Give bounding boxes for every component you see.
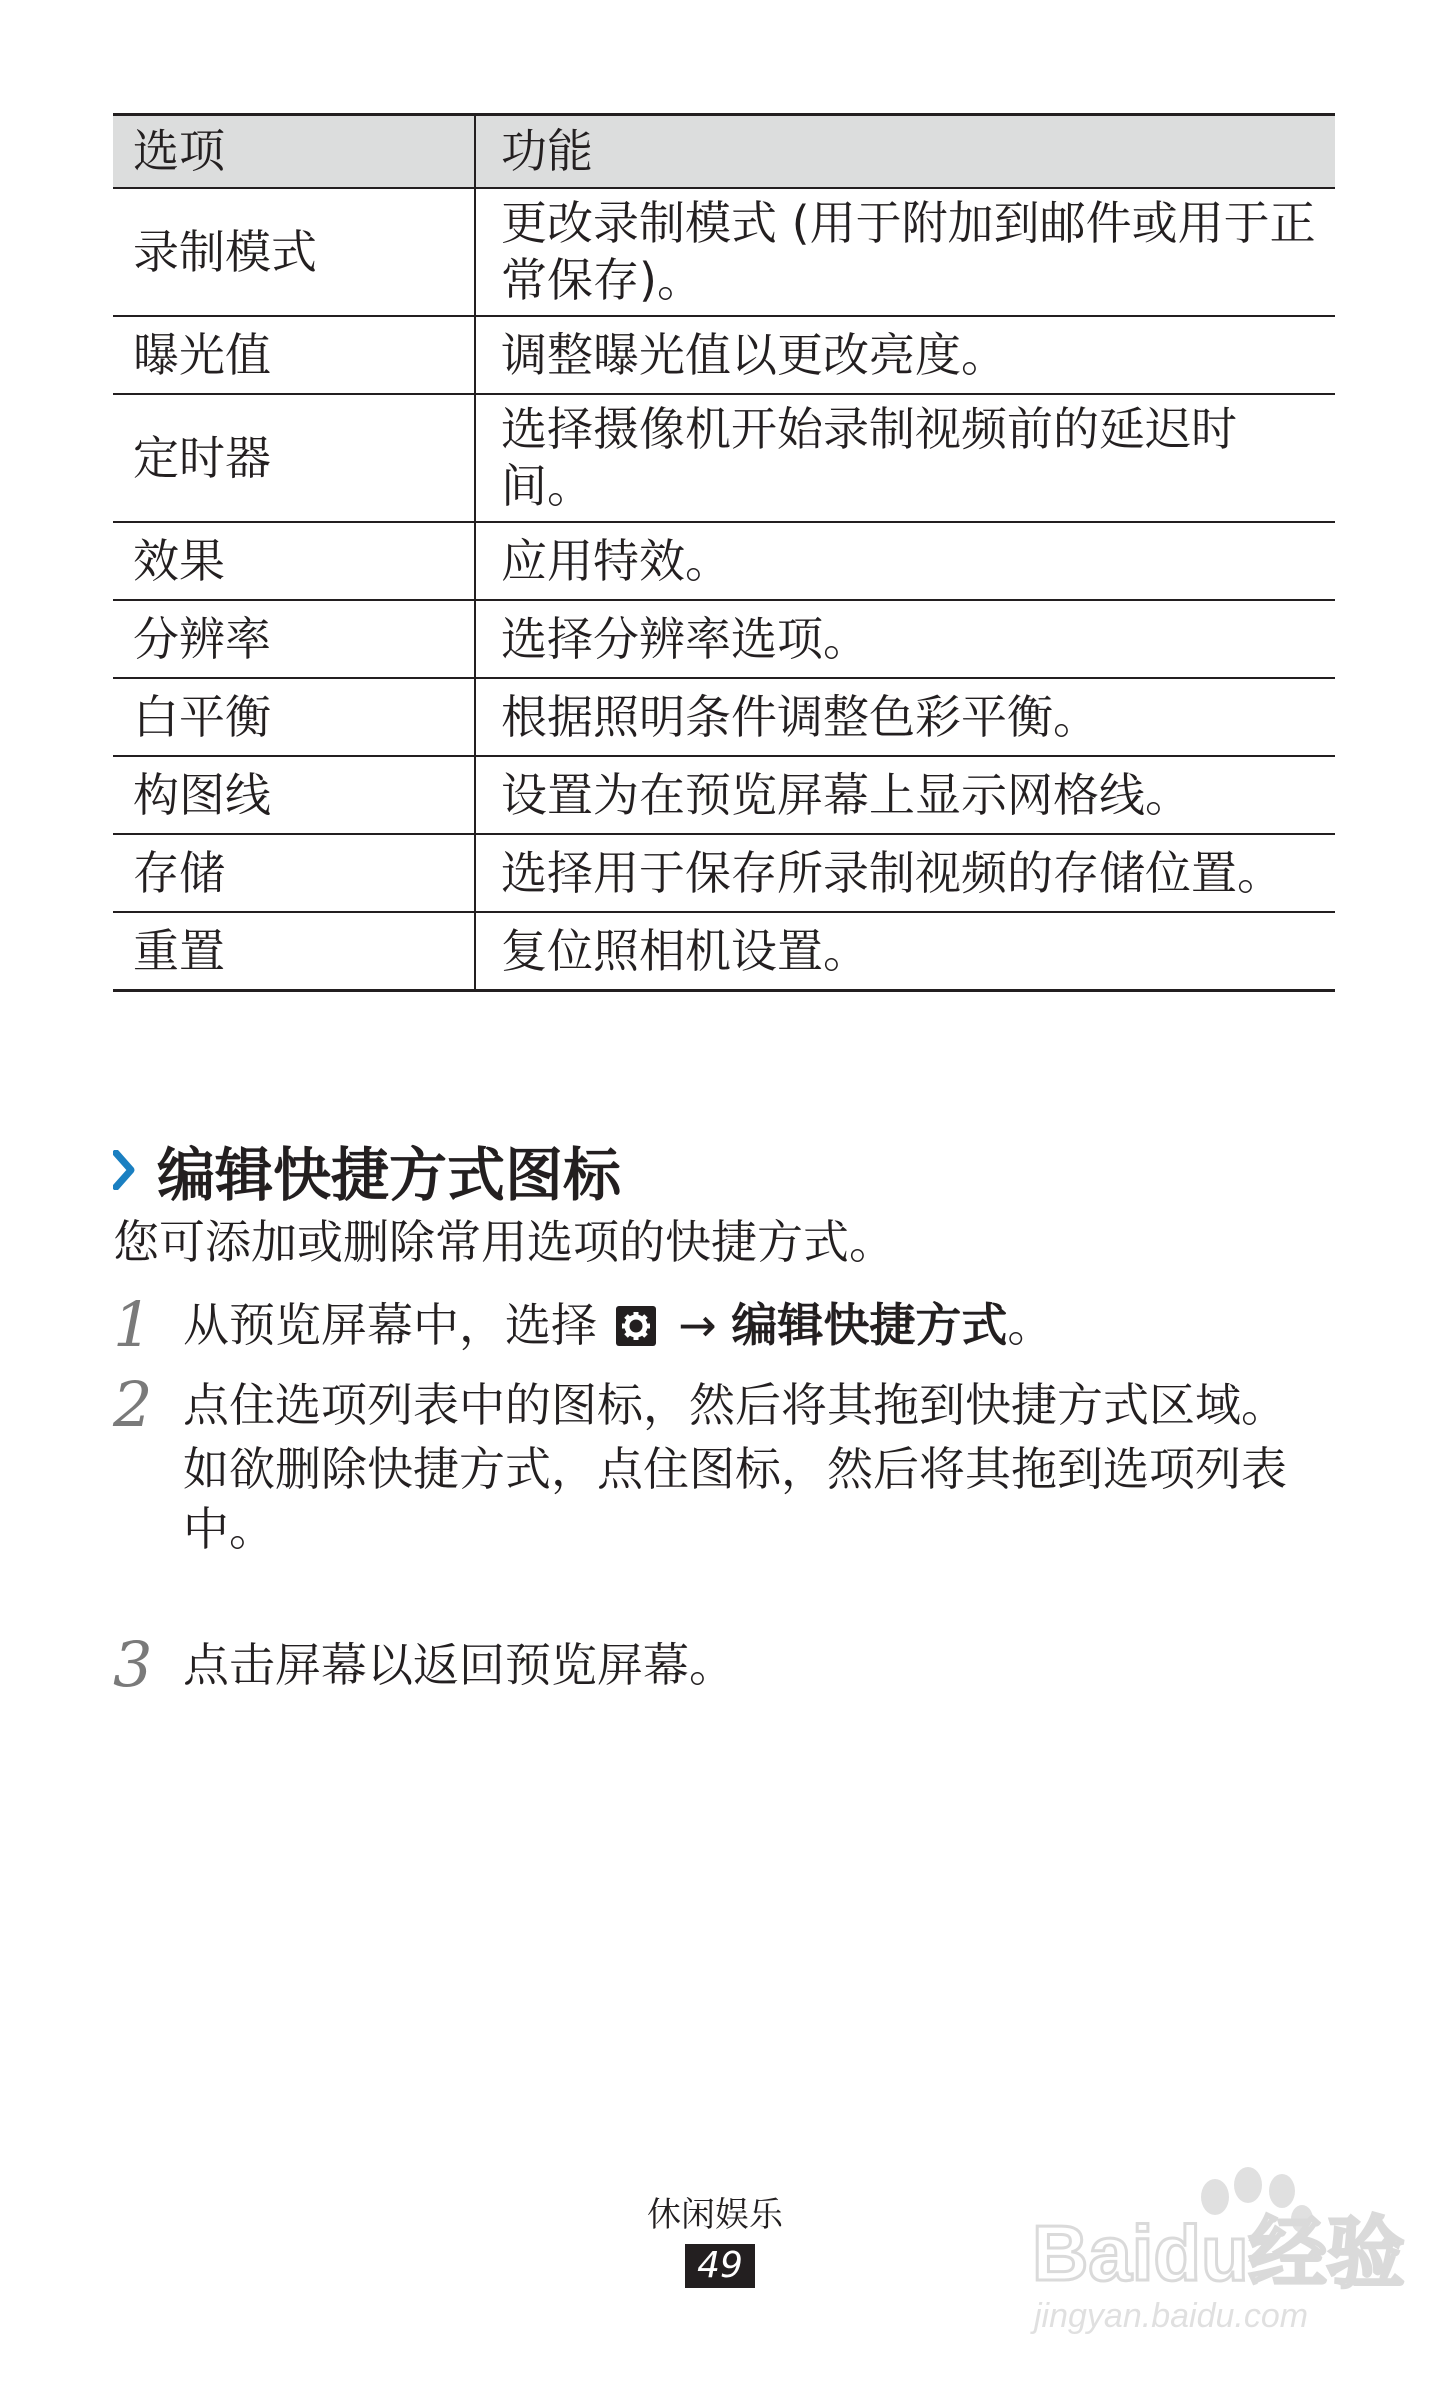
option-name: 定时器 <box>113 394 475 522</box>
menu-path: 编辑快捷方式 <box>731 1298 1008 1352</box>
gear-icon <box>616 1306 656 1346</box>
option-desc: 调整曝光值以更改亮度。 <box>475 316 1335 394</box>
option-name: 分辨率 <box>113 600 475 678</box>
option-desc: 复位照相机设置。 <box>475 912 1335 991</box>
option-name: 效果 <box>113 522 475 600</box>
step-number: 1 <box>113 1288 153 1361</box>
options-table <box>113 113 1335 992</box>
step-number: 3 <box>113 1628 153 1701</box>
section-title: 编辑快捷方式图标 <box>157 1141 622 1209</box>
step-instruction: 点住选项列表中的图标，然后将其拖到快捷方式区域。 <box>183 1378 1287 1432</box>
option-name: 重置 <box>113 912 475 991</box>
table-row <box>113 600 1335 678</box>
page-number: 49 <box>685 2244 755 2288</box>
watermark-url: jingyan.baidu.com <box>1034 2297 1309 2335</box>
chevron-right-icon <box>113 1150 135 1190</box>
arrow-glyph: → <box>663 1298 732 1352</box>
section-heading <box>113 1132 621 1208</box>
table-row <box>113 912 1335 991</box>
section-intro: 您可添加或删除常用选项的快捷方式。 <box>113 1215 895 1269</box>
baidu-jingyan-watermark <box>1020 2155 1420 2345</box>
option-desc: 选择用于保存所录制视频的存储位置。 <box>475 834 1335 912</box>
step-text-before: 从预览屏幕中，选择 <box>183 1298 612 1352</box>
step-text-after: 。 <box>1007 1298 1054 1352</box>
option-name: 白平衡 <box>113 678 475 756</box>
table-row <box>113 188 1335 316</box>
table-row <box>113 756 1335 834</box>
step-3-text <box>183 1635 1343 1695</box>
option-desc: 选择摄像机开始录制视频前的延迟时间。 <box>475 394 1335 522</box>
header-option: 选项 <box>113 115 475 189</box>
option-name: 曝光值 <box>113 316 475 394</box>
option-desc: 选择分辨率选项。 <box>475 600 1335 678</box>
table-row <box>113 522 1335 600</box>
table-row <box>113 316 1335 394</box>
option-desc: 应用特效。 <box>475 522 1335 600</box>
table-header-row <box>113 115 1335 189</box>
chapter-title: 休闲娱乐 <box>647 2195 783 2235</box>
table-row <box>113 394 1335 522</box>
step-number: 2 <box>113 1368 153 1441</box>
table-row <box>113 834 1335 912</box>
option-name: 构图线 <box>113 756 475 834</box>
header-function: 功能 <box>475 115 1335 189</box>
option-desc: 根据照明条件调整色彩平衡。 <box>475 678 1335 756</box>
option-name: 存储 <box>113 834 475 912</box>
option-desc: 更改录制模式 (用于附加到邮件或用于正常保存)。 <box>475 188 1335 316</box>
table-row <box>113 678 1335 756</box>
watermark-brand: Baidu经验 <box>1032 2209 1405 2297</box>
step-instruction: 点击屏幕以返回预览屏幕。 <box>183 1638 735 1692</box>
step-1-text <box>183 1295 1343 1355</box>
step-2-text <box>183 1375 1343 1559</box>
option-desc: 设置为在预览屏幕上显示网格线。 <box>475 756 1335 834</box>
option-name: 录制模式 <box>113 188 475 316</box>
step-note: 如欲删除快捷方式，点住图标，然后将其拖到选项列表中。 <box>183 1442 1287 1556</box>
